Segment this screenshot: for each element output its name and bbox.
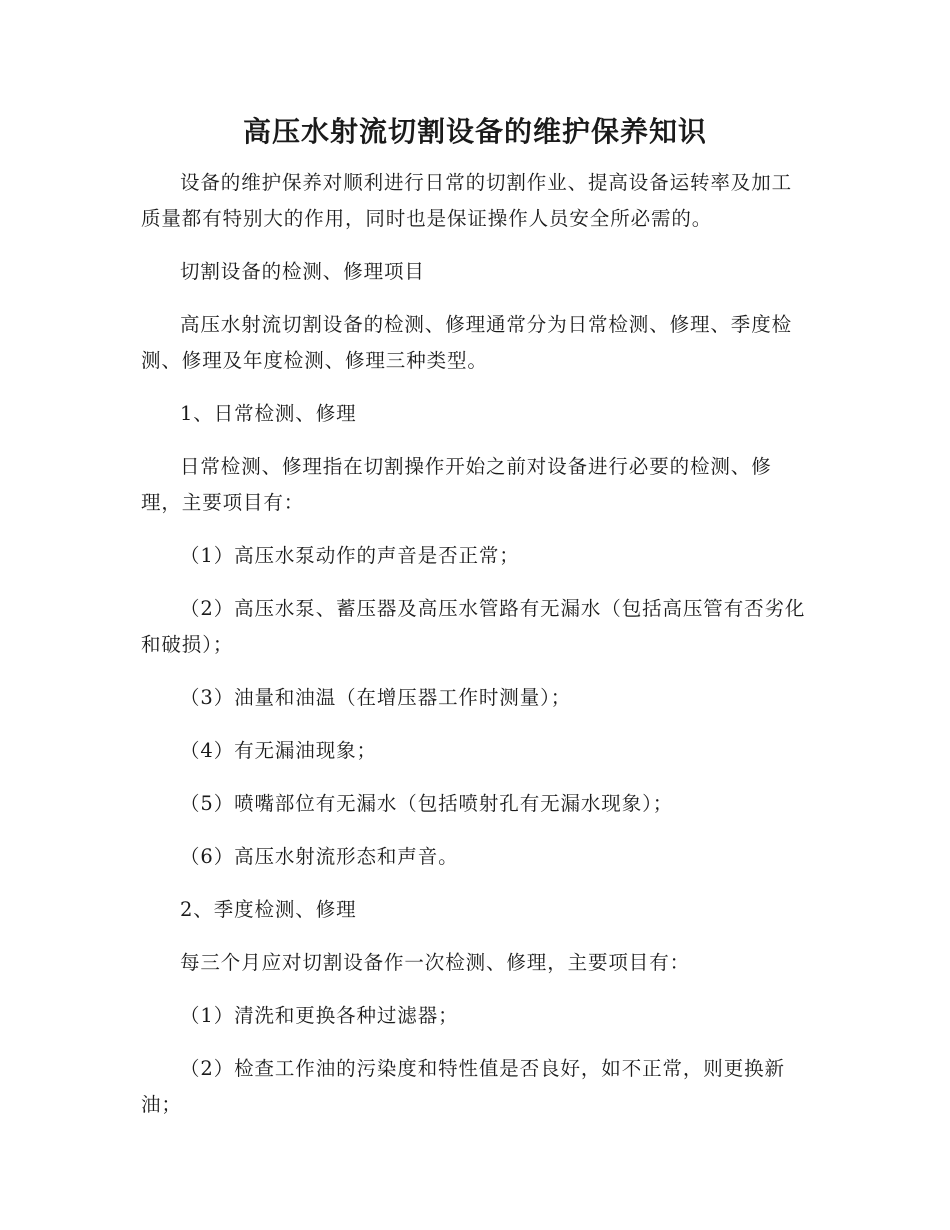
section-heading-inspection-items: 切割设备的检测、修理项目 <box>180 260 425 283</box>
list-item-quarterly-1: （1）清洗和更换各种过滤器； <box>180 1004 459 1027</box>
list-item-daily-2: （2）高压水泵、蓄压器及高压水管路有无漏水（包括高压管有否劣化和破损）； <box>141 597 806 656</box>
section-heading-quarterly: 2、季度检测、修理 <box>180 898 357 921</box>
document-body <box>141 165 811 1140</box>
list-item-daily-6: （6）高压水射流形态和声音。 <box>180 845 459 868</box>
document-title: 高压水射流切割设备的维护保养知识 <box>242 115 707 148</box>
section-heading-daily: 1、日常检测、修理 <box>180 402 357 425</box>
list-item-quarterly-2: （2）检查工作油的污染度和特性值是否良好，如不正常，则更换新油； <box>141 1057 785 1116</box>
paragraph-inspection-types: 高压水射流切割设备的检测、修理通常分为日常检测、修理、季度检测、修理及年度检测、修理三种类型。 <box>141 313 793 372</box>
list-item-daily-3: （3）油量和油温（在增压器工作时测量）； <box>180 686 572 709</box>
list-item-daily-1: （1）高压水泵动作的声音是否正常； <box>180 544 520 567</box>
list-item-daily-4: （4）有无漏油现象； <box>180 739 377 762</box>
paragraph-quarterly-intro: 每三个月应对切割设备作一次检测、修理，主要项目有： <box>180 951 691 974</box>
paragraph-daily-intro: 日常检测、修理指在切割操作开始之前对设备进行必要的检测、修理，主要项目有： <box>141 455 772 514</box>
list-item-daily-5: （5）喷嘴部位有无漏水（包括喷射孔有无漏水现象）； <box>180 792 674 815</box>
paragraph-intro: 设备的维护保养对顺利进行日常的切割作业、提高设备运转率及加工质量都有特别大的作用，同时也是保证操作人员安全所必需的。 <box>141 171 793 230</box>
